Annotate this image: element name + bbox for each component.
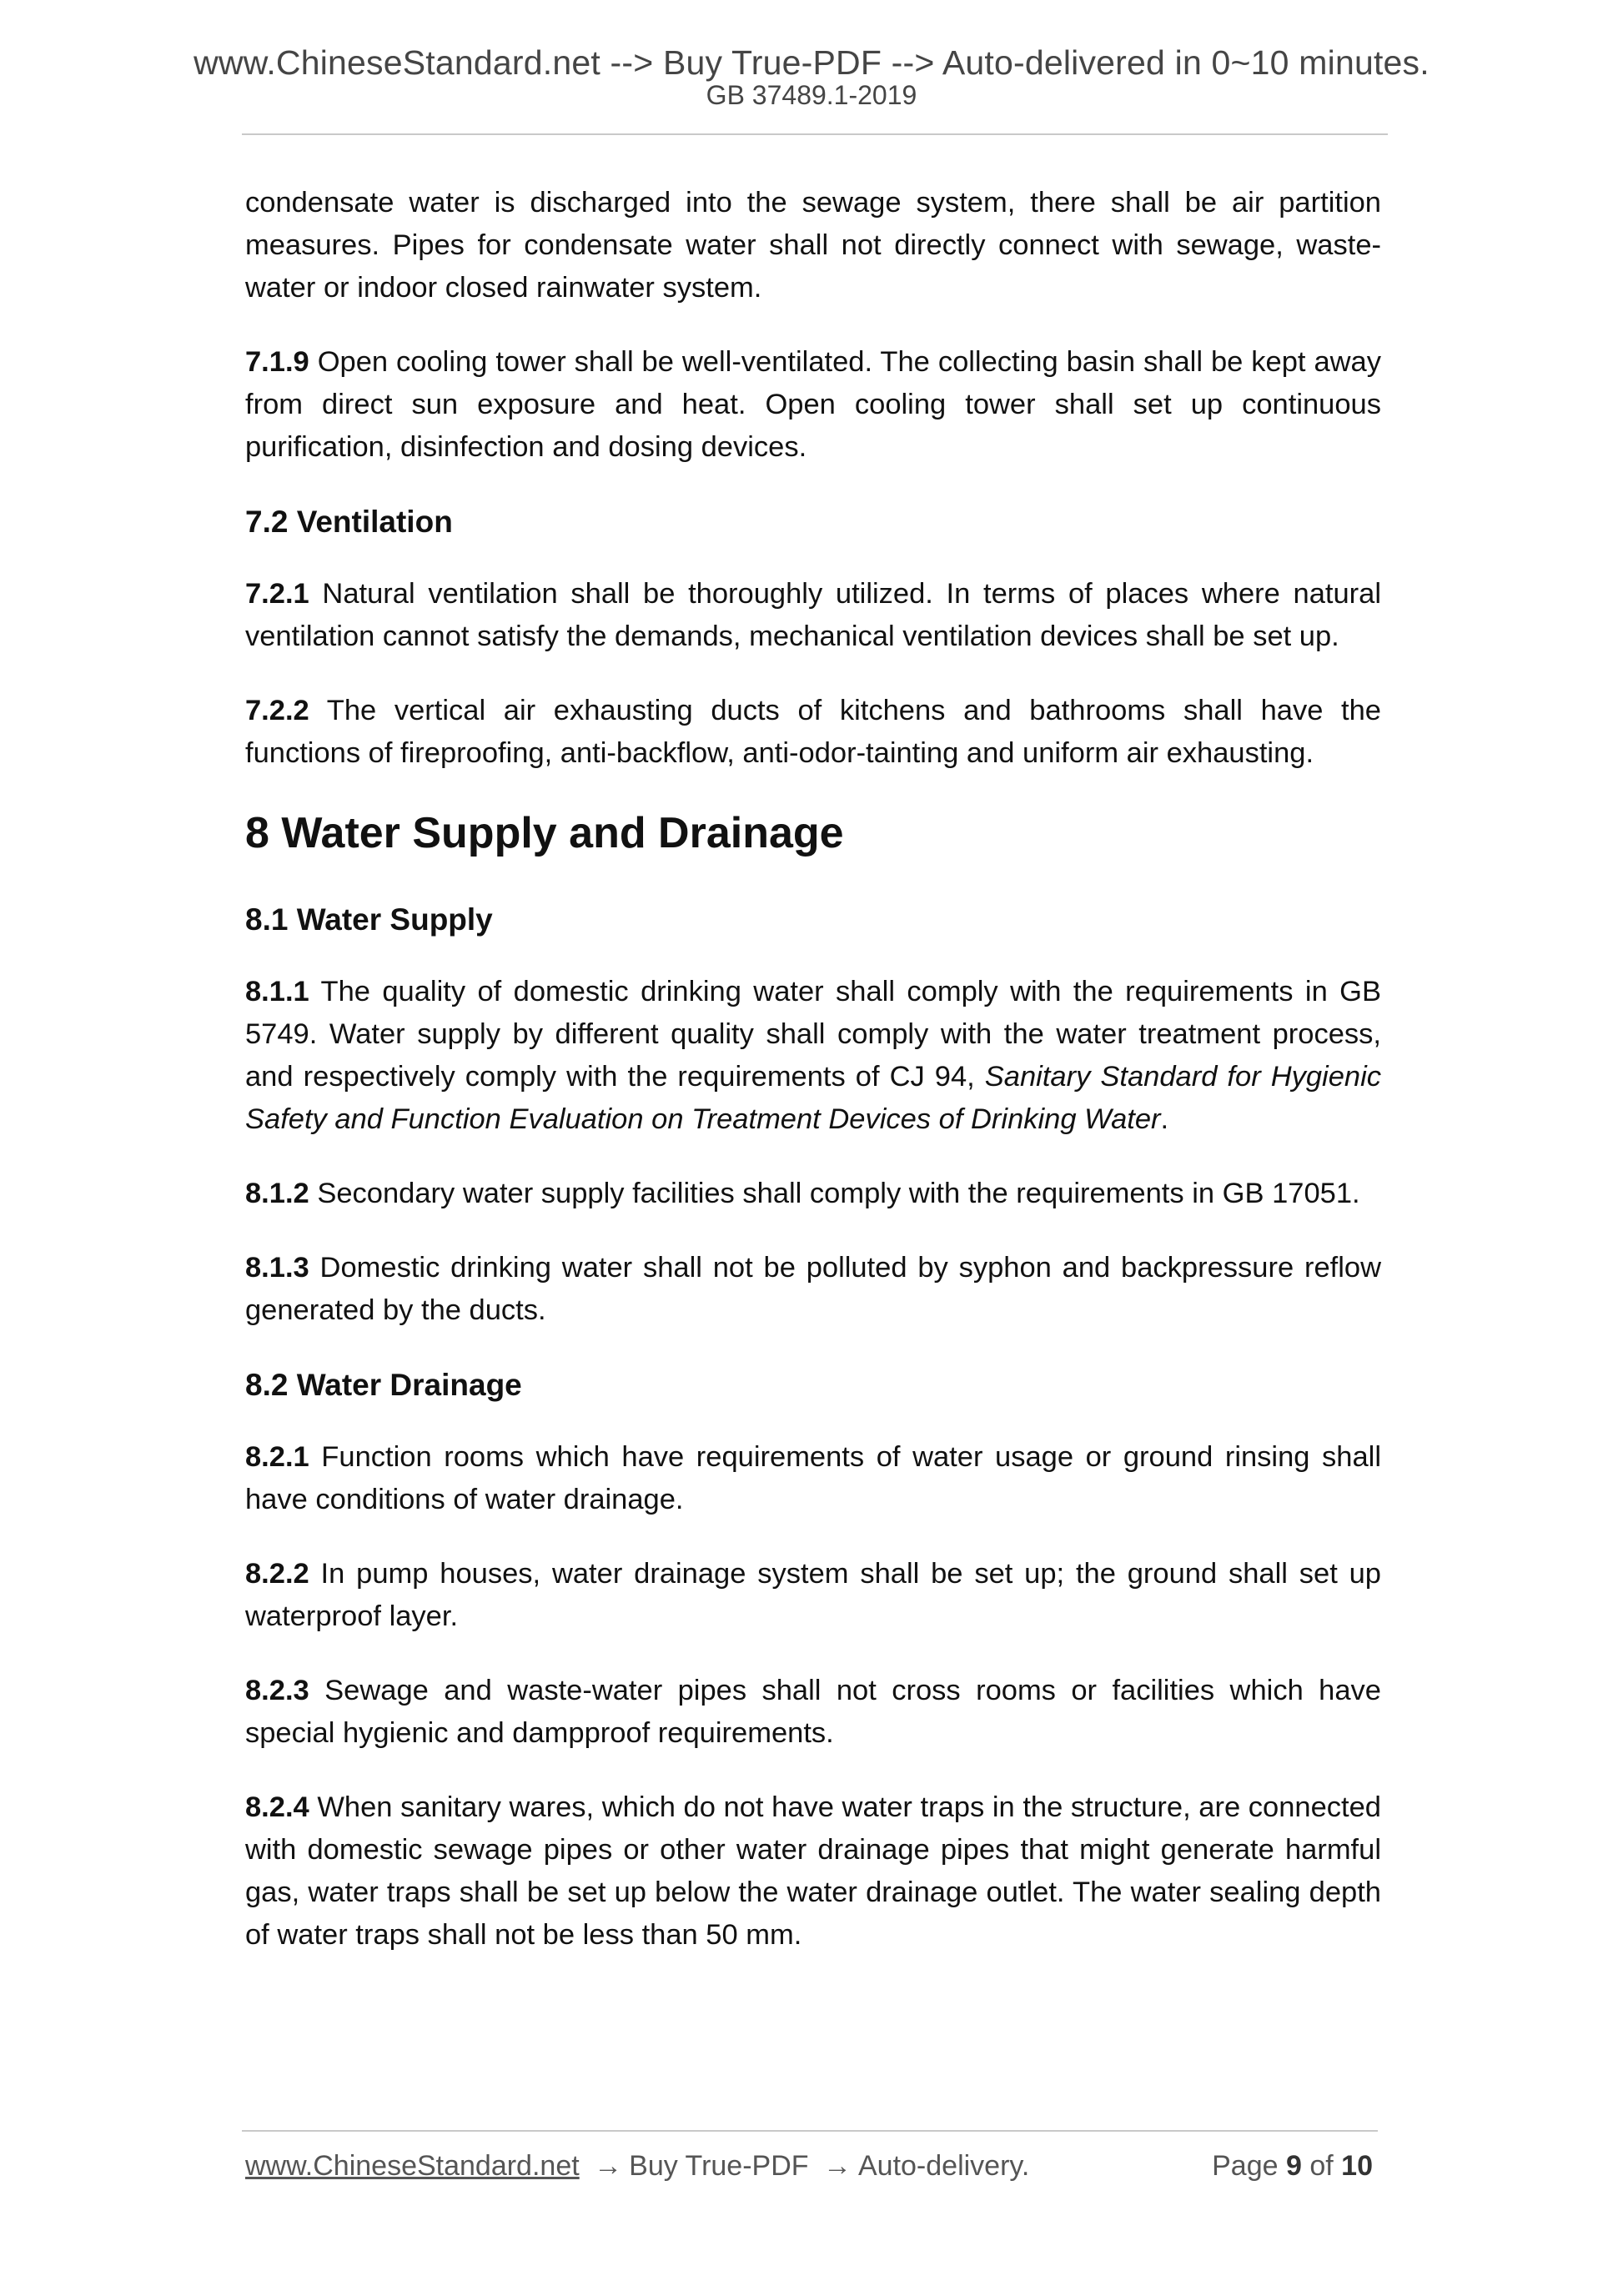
total-pages: 10 bbox=[1341, 2150, 1373, 2182]
clause-number: 7.1.9 bbox=[245, 346, 309, 378]
clause-7-1-9 bbox=[245, 341, 1381, 469]
page-label: Page bbox=[1212, 2150, 1279, 2182]
clause-number: 7.2.1 bbox=[245, 578, 309, 610]
footer-site-link[interactable]: www.ChineseStandard.net bbox=[245, 2150, 580, 2182]
clause-8-2-3 bbox=[245, 1670, 1381, 1755]
clause-7-2-2 bbox=[245, 690, 1381, 775]
clause-number: 8.2.4 bbox=[245, 1791, 309, 1823]
clause-text-end: . bbox=[1160, 1103, 1169, 1135]
page-indicator bbox=[1212, 2150, 1373, 2183]
clause-text: Function rooms which have requirements of water usage or ground rinsing shall have conditions of water drainage. bbox=[245, 1441, 1381, 1515]
header-divider bbox=[242, 133, 1388, 135]
standard-title: Sanitary Standard for Hygienic Safety and Function Evaluation on Treatment Devices of Drinking Water bbox=[245, 1061, 1382, 1135]
clause-8-2-1 bbox=[245, 1436, 1381, 1521]
clause-text: When sanitary wares, which do not have water traps in the structure, are connected with domestic sewage pipes or other water drainage pipes that might generate harmful gas, water traps shall be set up below the water drainage outlet. The water sealing depth of water traps shall not be less than 50 mm. bbox=[245, 1791, 1381, 1951]
current-page: 9 bbox=[1285, 2150, 1302, 2182]
paragraph-continued: condensate water is discharged into the sewage system, there shall be air partition measures. Pipes for condensate water shall not directly connect with sewage, waste-water or indoor closed rainwater system. bbox=[245, 187, 1381, 304]
section-heading-8-2: 8.2 Water Drainage bbox=[245, 1368, 522, 1402]
clause-8-2-4 bbox=[245, 1786, 1381, 1957]
clause-8-2-2 bbox=[245, 1553, 1381, 1638]
of-label: of bbox=[1309, 2150, 1334, 2182]
clause-text: Open cooling tower shall be well-ventilated. The collecting basin shall be kept away from direct sun exposure and heat. Open cooling tower shall set up continuous purification, disinfection and dosing devices. bbox=[245, 346, 1381, 463]
chapter-heading-8: 8 Water Supply and Drainage bbox=[245, 809, 844, 857]
footer-delivery-text: Auto-delivery. bbox=[857, 2150, 1030, 2182]
clause-number: 8.2.3 bbox=[245, 1675, 309, 1706]
clause-text: In pump houses, water drainage system shall be set up; the ground shall set up waterproof layer. bbox=[245, 1558, 1381, 1632]
clause-text: The quality of domestic drinking water shall comply with the requirements in GB 5749. Water supply by different quality shall comply with the water treatment process, and respectively comply with the requirements of CJ 94, bbox=[245, 976, 1381, 1093]
clause-text: The vertical air exhausting ducts of kitchens and bathrooms shall have the functions of fireproofing, anti-backflow, anti-odor-tainting and uniform air exhausting. bbox=[245, 695, 1381, 769]
promo-banner: www.ChineseStandard.net --> Buy True-PDF --> Auto-delivered in 0~10 minutes. bbox=[193, 43, 1430, 82]
clause-number: 8.1.1 bbox=[245, 976, 309, 1007]
clause-8-1-1 bbox=[245, 971, 1381, 1141]
clause-number: 8.2.2 bbox=[245, 1558, 309, 1590]
arrow-right-icon: → bbox=[594, 2150, 623, 2182]
clause-text: Natural ventilation shall be thoroughly utilized. In terms of places where natural ventilation cannot satisfy the demands, mechanical ventilation devices shall be set up. bbox=[245, 578, 1381, 652]
page-footer bbox=[245, 2150, 1373, 2183]
section-heading-8-1: 8.1 Water Supply bbox=[245, 902, 493, 937]
clause-text: Domestic drinking water shall not be polluted by syphon and backpressure reflow generated by the ducts. bbox=[245, 1252, 1381, 1326]
clause-8-1-2 bbox=[245, 1173, 1381, 1215]
clause-7-2-1 bbox=[245, 573, 1381, 658]
clause-number: 8.2.1 bbox=[245, 1441, 309, 1473]
footer-buy-text: Buy True-PDF bbox=[629, 2150, 809, 2182]
clause-number: 7.2.2 bbox=[245, 695, 309, 726]
clause-text: Sewage and waste-water pipes shall not cross rooms or facilities which have special hygienic and dampproof requirements. bbox=[245, 1675, 1381, 1749]
clause-text: Secondary water supply facilities shall comply with the requirements in GB 17051. bbox=[309, 1178, 1360, 1209]
footer-divider bbox=[242, 2130, 1378, 2132]
section-heading-7-2: 7.2 Ventilation bbox=[245, 505, 453, 539]
document-body bbox=[245, 182, 1381, 1988]
arrow-right-icon: → bbox=[822, 2150, 852, 2182]
clause-number: 8.1.3 bbox=[245, 1252, 309, 1284]
document-number: GB 37489.1-2019 bbox=[706, 80, 917, 110]
clause-8-1-3 bbox=[245, 1247, 1381, 1332]
clause-number: 8.1.2 bbox=[245, 1178, 309, 1209]
